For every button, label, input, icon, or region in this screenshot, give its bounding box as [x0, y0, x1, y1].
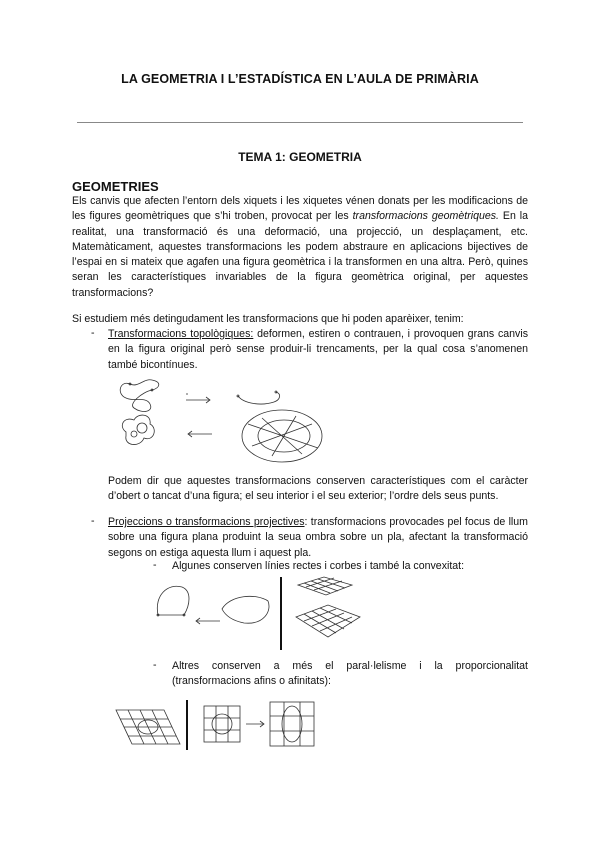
intro-text-2: En la realitat, una transformació és una deformació, una projecció, un desplaçament, etc. Matemàticament, aquestes transformacions les podem abstraure en aplicacions bijectives de l’espai en si mateix que agafen una figura geomètrica i la transformen en una altra. Però, quines seran les característiques invariables de la figura geomètrica original, per aquestes transformacions? — [72, 210, 528, 299]
affine-figure — [110, 700, 330, 756]
topological-figure — [112, 372, 332, 468]
list-item-projective — [108, 515, 528, 561]
tema-heading: TEMA 1: GEOMETRIA — [238, 150, 362, 164]
item-text: : transformacions provocades pel focus de llum sobre una figura plana produint la seua ombra sobre un pla, afectant la transformació segons on estiga aquesta llum i aquest pla. — [108, 516, 528, 559]
lead-paragraph: Si estudiem més detingudament les transformacions que hi poden aparèixer, tenim: — [72, 313, 464, 325]
sub-list-marker: - — [153, 559, 157, 571]
list-marker: - — [91, 515, 95, 527]
topological-conclusion: Podem dir que aquestes transformacions conserven característiques com el caràcter d’obert o tancat d’una figura; el seu interior i el seu exterior; l’ordre dels seus punts. — [108, 475, 528, 503]
item-text: deformen, estiren o contrauen, i provoquen grans canvis en la figura original però sense produir-li trencaments, per la qual cosa s’anomenen també bicontínues. — [108, 328, 528, 371]
document-title: LA GEOMETRIA I L’ESTADÍSTICA EN L’AULA DE PRIMÀRIA — [121, 72, 479, 86]
intro-emphasis: transformacions geomètriques. — [352, 210, 499, 223]
list-marker: - — [91, 327, 95, 339]
section-heading: GEOMETRIES — [72, 179, 159, 194]
title-divider — [77, 122, 523, 123]
list-item-topological — [108, 327, 528, 373]
item-term: Transformacions topològiques: — [108, 328, 254, 340]
intro-paragraph — [72, 194, 528, 301]
sub-item-affine: Altres conserven a més el paral·lelisme i la proporcionalitat (transformacions afins o afinitats): — [172, 660, 528, 688]
projective-figure — [148, 575, 368, 650]
sub-item-convexity: Algunes conserven línies rectes i corbes i també la convexitat: — [172, 560, 465, 572]
sub-list-marker: - — [153, 659, 157, 671]
item-term: Projeccions o transformacions projectives — [108, 516, 305, 528]
intro-text-1: Els canvis que afecten l’entorn dels xiquets i les xiquetes vénen donats per les modificacions de les figures geomètriques que s’hi troben, provocat per les — [72, 195, 528, 223]
